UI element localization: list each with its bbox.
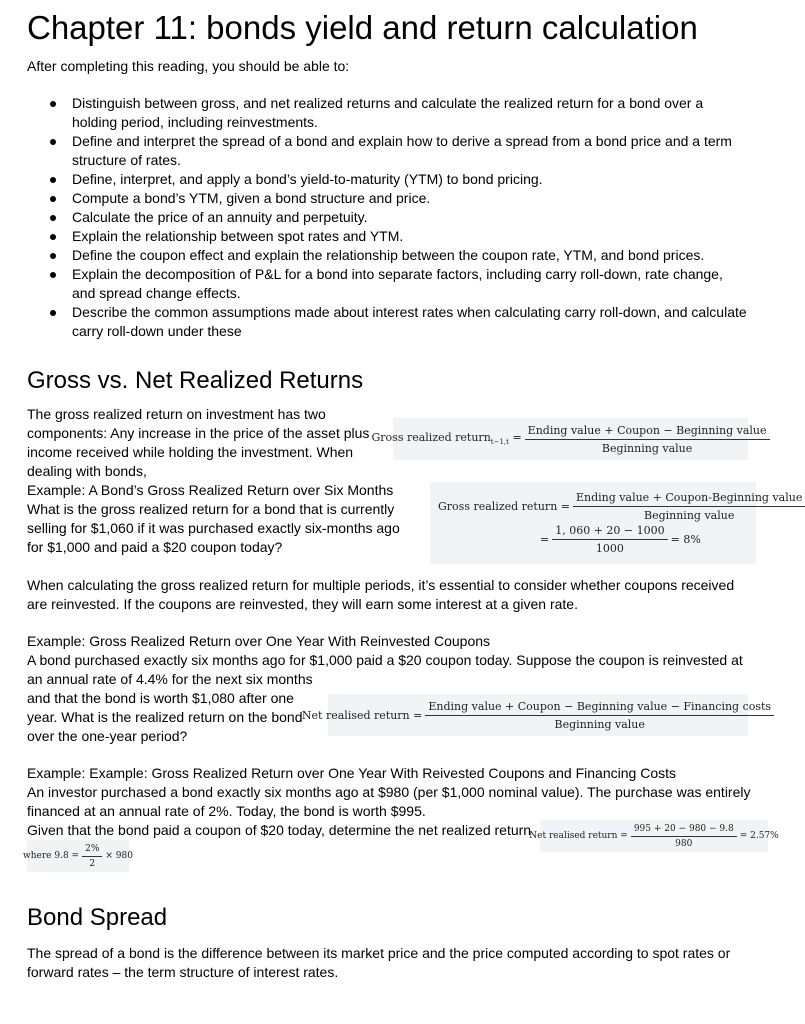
example2-title: Example: Gross Realized Return over One Year With Reinvested Coupons	[27, 633, 491, 649]
list-item: Compute a bond’s YTM, given a bond structure and price.	[27, 189, 747, 208]
formula-multiplier: × 980	[105, 851, 133, 861]
formula-numerator: 2%	[82, 844, 102, 857]
formula-denominator: 1000	[595, 542, 624, 555]
formula-gross-realized-return: Gross realized return$_{t-1,t}$ = $\frac{\text{Ending value + Coupon − Beginning value}}{\text{Beginning value}}$	[393, 418, 748, 460]
formula-result: 2.57%	[750, 831, 779, 841]
example3-line: An investor purchased a bond exactly six months ago at $980 (per $1,000 nominal value). The purchase was entirely	[27, 784, 751, 800]
formula-numerator: 1, 060 + 20 − 1000	[552, 524, 667, 540]
formula-lhs: Gross realized return	[371, 431, 491, 445]
formula-subscript: t−1,t	[490, 438, 509, 447]
learning-objectives-list	[27, 94, 747, 341]
formula-numerator: 995 + 20 − 980 − 9.8	[631, 824, 737, 837]
example3-line: Given that the bond paid a coupon of $20 today, determine the net realized return	[27, 822, 532, 838]
example1-title: Example: A Bond’s Gross Realized Return over Six Months	[27, 482, 394, 498]
example2-line: an annual rate of 4.4% for the next six months	[27, 671, 313, 687]
bond-spread-paragraph: The spread of a bond is the difference between its market price and the price computed according to spot rates or forward rates – the term structure of interest rates.	[27, 945, 731, 980]
formula-lhs: Gross realized return	[438, 500, 558, 513]
list-item: Calculate the price of an annuity and perpetuity.	[27, 208, 747, 227]
example2-line: over the one-year period?	[27, 728, 188, 744]
formula-denominator: 980	[675, 838, 693, 849]
formula-result: 8%	[683, 533, 701, 546]
example3-title: Example: Example: Gross Realized Return over One Year With Reivested Coupons and Financing Costs	[27, 765, 676, 781]
page-title: Chapter 11: bonds yield and return calculation	[27, 9, 698, 46]
list-item: Describe the common assumptions made about interest rates when calculating carry roll-down, and calculate carry roll-down under these	[27, 303, 747, 341]
formula-net-realised-return: Net realised return = $\frac{\text{Ending value + Coupon − Beginning value − Financing costs}}{\text{Beginning value}}$	[328, 694, 748, 736]
formula-net-realised-example: Net realised return = $\frac{995 + 20 - 980 - 9.8}{980}$ = 2.57%	[540, 820, 768, 852]
list-item: Explain the relationship between spot rates and YTM.	[27, 227, 747, 246]
formula-denominator: Beginning value	[643, 509, 735, 522]
formula-numerator: Ending value + Coupon − Beginning value	[525, 424, 770, 440]
list-item: Define, interpret, and apply a bond’s yield-to-maturity (YTM) to bond pricing.	[27, 170, 747, 189]
formula-denominator: Beginning value	[601, 441, 693, 455]
section-heading-gross-net: Gross vs. Net Realized Returns	[27, 367, 364, 394]
formula-financing-cost: where 9.8 = $\frac{2\%}{2}$ × 980	[27, 840, 129, 872]
list-item: Define and interpret the spread of a bond and explain how to derive a spread from a bond price and a term structure of rates.	[27, 132, 747, 170]
example2-line: and that the bond is worth $1,080 after one	[27, 690, 294, 706]
formula-gross-realized-example: Gross realized return = $\frac{\text{Ending value + Coupon-Beginning value}}{\text{Beginning value}}$ = $\frac{1, 060 + 20 - 1000}{1000}$ = 8%	[430, 482, 756, 564]
intro-text: After completing this reading, you should be able to:	[27, 58, 350, 74]
example2-line: A bond purchased exactly six months ago for $1,000 paid a $20 coupon today. Suppose the coupon is reinvested at	[27, 652, 743, 668]
list-item: Define the coupon effect and explain the relationship between the coupon rate, YTM, and bond prices.	[27, 246, 747, 265]
formula-numerator: Ending value + Coupon-Beginning value	[573, 491, 805, 507]
formula-denominator: Beginning value	[554, 717, 645, 731]
formula-lhs: Net realised return	[529, 831, 618, 841]
formula-numerator: Ending value + Coupon − Beginning value − Financing costs	[425, 700, 774, 716]
list-item: Explain the decomposition of P&L for a bond into separate factors, including carry roll-down, rate change, and spread change effects.	[27, 265, 747, 303]
example3-line: financed at an annual rate of 2%. Today, the bond is worth $995.	[27, 803, 426, 819]
example1-body: What is the gross realized return for a bond that is currently selling for $1,060 if it was purchased exactly six-months ago for $1,000 and paid a $20 coupon today?	[27, 501, 400, 555]
example2-line: year. What is the realized return on the bond	[27, 709, 303, 725]
formula-denominator: 2	[89, 858, 96, 869]
section-heading-bond-spread: Bond Spread	[27, 904, 168, 931]
formula-lhs: Net realised return	[301, 708, 410, 722]
formula-lhs: where 9.8	[23, 851, 69, 861]
list-item: Distinguish between gross, and net realized returns and calculate the realized return for a bond over a holding period, including reinvestments.	[27, 94, 747, 132]
gross-return-definition: The gross realized return on investment has two components: Any increase in the price of the asset plus income received while holding the investment. When dealing with bonds,	[27, 406, 370, 479]
reinvestment-paragraph: When calculating the gross realized return for multiple periods, it’s essential to consider whether coupons received are reinvested. If the coupons are reinvested, they will earn some interest at a given rate.	[27, 577, 735, 612]
